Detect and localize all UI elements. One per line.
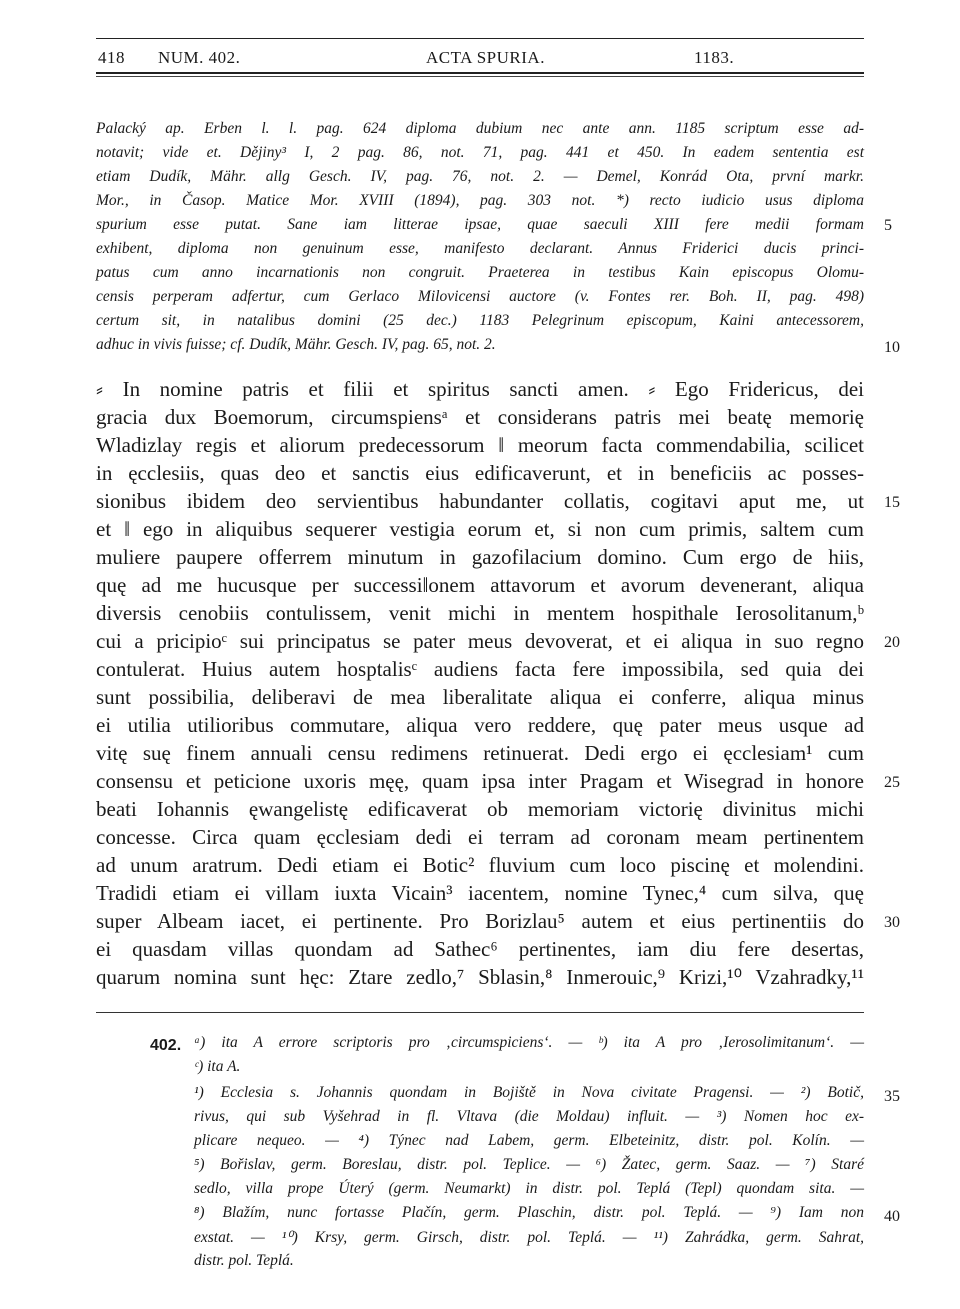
charter-line: muliere paupere offerrem minutum in gazofilacium domino. Cum ergo de hiis, bbox=[96, 545, 864, 569]
charter-line: ei quasdam villas quondam ad Sathec⁶ pertinentes, iam diu fere desertas, bbox=[96, 937, 864, 961]
charter-line: ⸗ In nomine patris et filii et spiritus sancti amen. ⸗ Ego Fridericus, dei bbox=[96, 377, 864, 401]
page-number: 418 bbox=[98, 48, 125, 67]
section-title: ACTA SPURIA. bbox=[426, 48, 545, 67]
footnote-line: ⁸) Blažím, nunc fortasse Plačín, germ. Plaschin, distr. pol. Teplá. — ⁹) Iam non bbox=[194, 1204, 864, 1221]
footnote-line: sedlo, villa prope Úterý (germ. Neumarkt) in distr. pol. Teplá (Tepl) quondam sita. — bbox=[194, 1180, 864, 1197]
line-number: 10 bbox=[884, 339, 900, 356]
footnote-line: ¹) Ecclesia s. Johannis quondam in Bojiště in Nova civitate Pragensi. — ²) Botič, bbox=[194, 1084, 864, 1101]
line-number: 15 bbox=[884, 494, 900, 511]
charter-line: contulerat. Huius autem hosptalisᶜ audiens facta fere impossibila, sed quia dei bbox=[96, 657, 864, 681]
document-year: 1183. bbox=[694, 48, 735, 67]
line-number: 20 bbox=[884, 634, 900, 651]
footnote-line: exstat. — ¹⁰) Krsy, germ. Girsch, distr. pol. Teplá. — ¹¹) Zahrádka, germ. Sahrat, bbox=[194, 1229, 864, 1246]
line-number: 30 bbox=[884, 914, 900, 931]
intro-line: Palacký ap. Erben l. l. pag. 624 diploma dubium nec ante ann. 1185 scriptum esse ad- bbox=[96, 120, 864, 137]
top-rule bbox=[96, 38, 864, 39]
intro-line: patus cum anno incarnationis non congruit. Praeterea in testibus Kain episcopus Olomu- bbox=[96, 264, 864, 281]
footnote-line: ⁵) Bořislav, germ. Boreslau, distr. pol. Teplice. — ⁶) Žatec, germ. Saaz. — ⁷) Staré bbox=[194, 1156, 864, 1173]
header-rule bbox=[96, 72, 864, 74]
charter-line: concesse. Circa quam ęcclesiam dedi ei terram ad coronam meam pertinentem bbox=[96, 825, 864, 849]
footnote-document-number: 402. bbox=[150, 1037, 182, 1054]
footnote-line: ᶜ) ita A. bbox=[194, 1058, 241, 1075]
charter-line: gracia dux Boemorum, circumspiensᵃ et considerans patris mei beatę memorię bbox=[96, 405, 864, 429]
charter-line: ei utilia utilioribus commutare, aliqua vero reddere, quę pater meus usque ad bbox=[96, 713, 864, 737]
intro-line: spurium esse putat. Sane iam litterae ipsae, quae saeculi XIII fere medii formam bbox=[96, 216, 864, 233]
line-number: 5 bbox=[884, 217, 892, 234]
intro-line: notavit; vide et. Dějiny³ I, 2 pag. 86, not. 71, pag. 441 et 450. In eadem sententia est bbox=[96, 144, 864, 161]
charter-line: quę ad me hucusque per successi‖onem attavorum et avorum devenerant, aliqua bbox=[96, 573, 864, 597]
footnote-line: plicare nequeo. — ⁴) Týnec nad Labem, germ. Elbeteinitz, distr. pol. Kolín. — bbox=[194, 1132, 864, 1149]
intro-line: censis perperam adfertur, cum Gerlaco Milovicensi auctore (v. Fontes rer. Boh. II, pag. 498) bbox=[96, 288, 864, 305]
charter-line: consensu et peticione uxoris męę, quam ipsa inter Pragam et Wisegrad in honore bbox=[96, 769, 864, 793]
charter-line: vitę suę finem annuali censu redimens retinuerat. Dedi ergo ei ęcclesiam¹ cum bbox=[96, 741, 864, 765]
charter-line: ad unum aratrum. Dedi etiam ei Botic² fluvium cum loco piscinę et molendini. bbox=[96, 853, 864, 877]
intro-line: etiam Dudík, Mähr. allg Gesch. IV, pag. 76, not. 2. — Demel, Konrád Ota, první markr. bbox=[96, 168, 864, 185]
charter-line: Tradidi etiam ei villam iuxta Vicain³ iacentem, nomine Tynec,⁴ cum silva, quę bbox=[96, 881, 864, 905]
footnote-line: ᵃ) ita A errore scriptoris pro ‚circumspiciens‘. — ᵇ) ita A pro ‚Ierosolimitanum‘. — bbox=[194, 1034, 864, 1051]
intro-line: exhibent, diploma non genuinum esse, manifesto declarant. Annus Friderici ducis princi- bbox=[96, 240, 864, 257]
charter-line: sunt possibilia, deliberavi de mea liberalitate aliqua ei conferre, aliqua minus bbox=[96, 685, 864, 709]
charter-line: Wladizlay regis et aliorum predecessorum ‖ meorum facta commendabilia, scilicet bbox=[96, 433, 864, 457]
charter-line: diversis cenobiis contulissem, venit michi in mentem hospithale Ierosolitanum,ᵇ bbox=[96, 601, 864, 625]
charter-line: et ‖ ego in aliquibus sequerer vestigia eorum et, si non cum primis, saltem cum bbox=[96, 517, 864, 541]
intro-line: Mor., in Časop. Matice Mor. XVIII (1894), pag. 303 not. *) recto iudicio usus diploma bbox=[96, 192, 864, 209]
document-number: NUM. 402. bbox=[158, 48, 241, 67]
intro-line: certum sit, in natalibus domini (25 dec.) 1183 Pelegrinum episcopum, Kaini antecessorem, bbox=[96, 312, 864, 329]
header-rule-thin bbox=[96, 76, 864, 77]
line-number: 25 bbox=[884, 774, 900, 791]
charter-line: in ęcclesiis, quas deo et sanctis eius edificaverunt, et in beneficiis ac posses- bbox=[96, 461, 864, 485]
footnote-line: distr. pol. Teplá. bbox=[194, 1252, 294, 1269]
footnote-rule bbox=[96, 1012, 864, 1013]
line-number: 40 bbox=[884, 1208, 900, 1225]
line-number: 35 bbox=[884, 1088, 900, 1105]
charter-line: sionibus ibidem deo servientibus habundanter collatis, cogitavi aput me, ut bbox=[96, 489, 864, 513]
charter-line: beati Iohannis ęwangelistę edificaverat ob memoriam victorię divinitus michi bbox=[96, 797, 864, 821]
intro-line: adhuc in vivis fuisse; cf. Dudík, Mähr. Gesch. IV, pag. 65, not. 2. bbox=[96, 336, 496, 353]
footnote-line: rivus, qui sub Vyšehrad in fl. Vltava (die Moldau) influit. — ³) Nomen hoc ex- bbox=[194, 1108, 864, 1125]
charter-line: quarum nomina sunt hęc: Ztare zedlo,⁷ Sblasin,⁸ Inmerouic,⁹ Krizi,¹⁰ Vzahradky,¹¹ bbox=[96, 965, 864, 989]
charter-line: cui a pricipioᶜ sui principatus se pater meus devoverat, et ei aliqua in suo regno bbox=[96, 629, 864, 653]
charter-line: super Albeam iacet, ei pertinente. Pro Borizlau⁵ autem et eius pertinentiis do bbox=[96, 909, 864, 933]
